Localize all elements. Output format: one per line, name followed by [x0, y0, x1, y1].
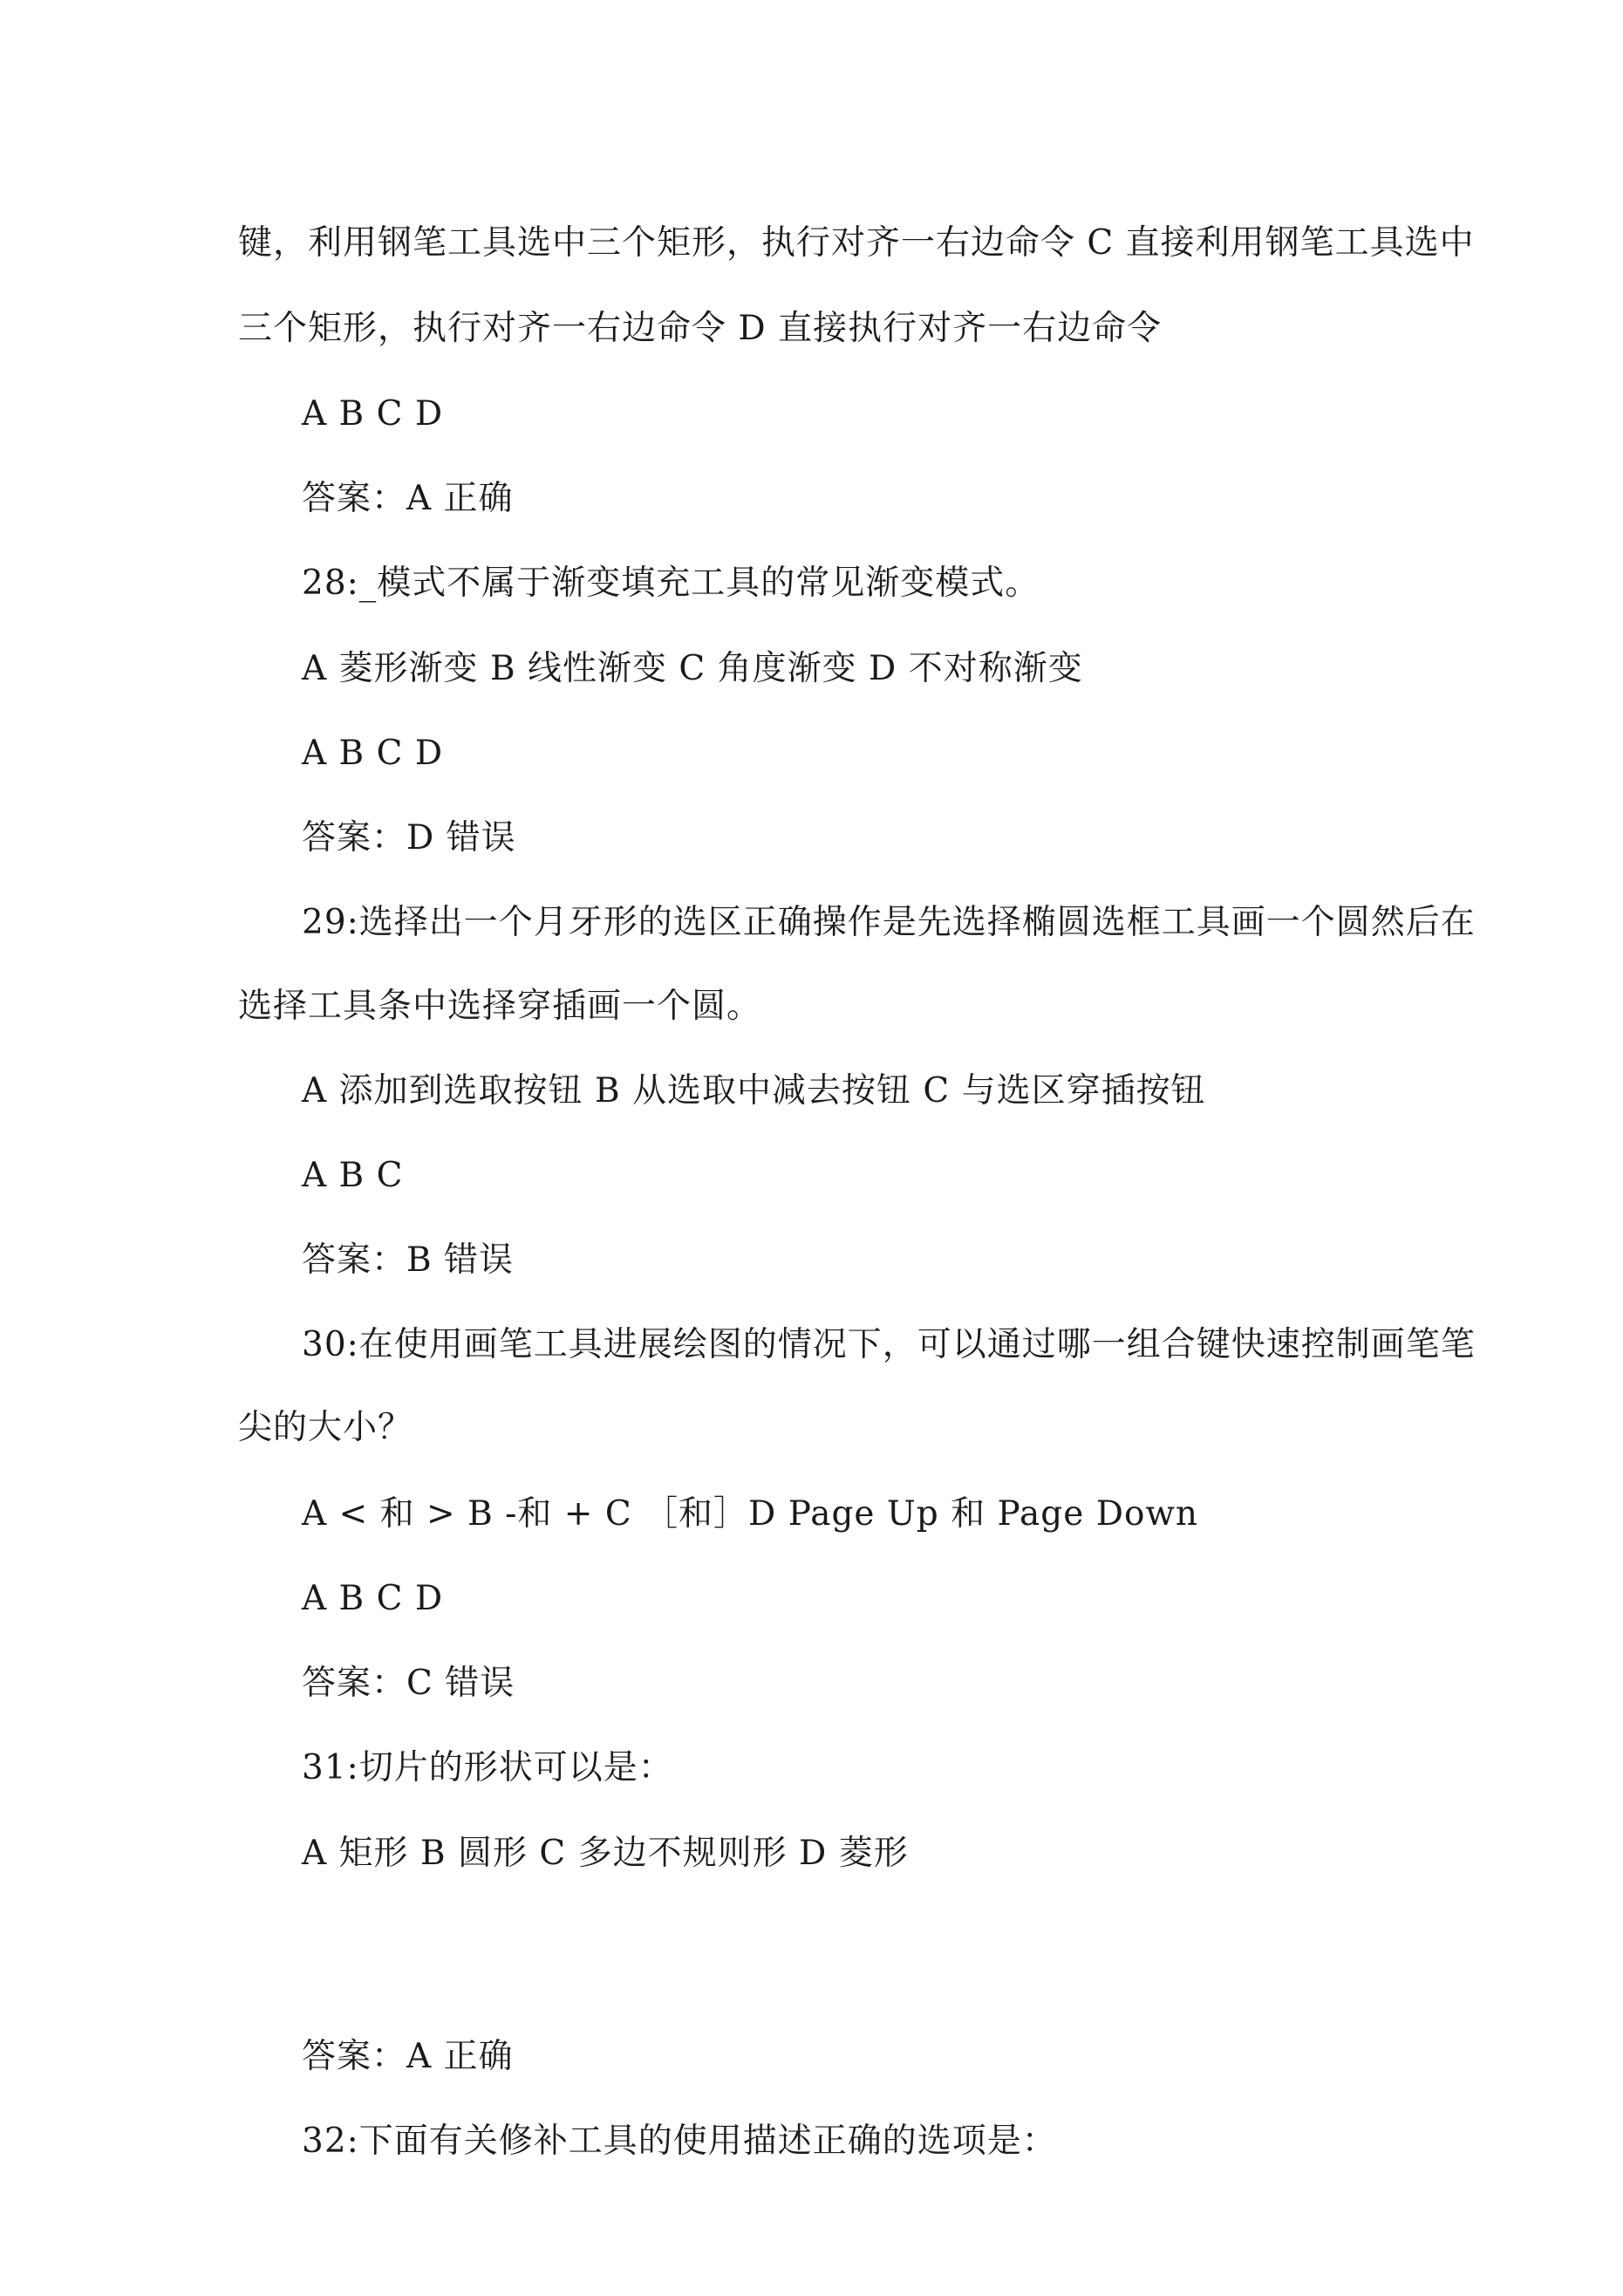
options-line: A B C D — [302, 1579, 444, 1618]
question-line: 32:下面有关修补工具的使用描述正确的选项是： — [302, 2122, 1057, 2161]
choices-line: A 菱形渐变 B 线性渐变 C 角度渐变 D 不对称渐变 — [302, 649, 1083, 688]
text-line: 选择工具条中选择穿插画一个圆。 — [238, 987, 762, 1026]
question-line: 28:_模式不属于渐变填充工具的常见渐变模式。 — [302, 564, 1040, 603]
options-line: A B C D — [302, 734, 444, 773]
choices-line: A 矩形 B 圆形 C 多边不规则形 D 菱形 — [302, 1834, 909, 1873]
text-line: 键，利用钢笔工具选中三个矩形，执行对齐一右边命令 C 直接利用钢笔工具选中 — [238, 223, 1475, 263]
answer-line: 答案：D 错误 — [302, 818, 516, 858]
choices-line: A 添加到选取按钮 B 从选取中减去按钮 C 与选区穿插按钮 — [302, 1071, 1206, 1110]
options-line: A B C D — [302, 394, 444, 434]
choices-line: A < 和 > B -和 + C ［和］D Page Up 和 Page Down — [302, 1494, 1198, 1534]
options-line: A B C — [302, 1156, 404, 1195]
question-line: 30:在使用画笔工具进展绘图的情况下，可以通过哪一组合键快速控制画笔笔 — [302, 1325, 1476, 1364]
question-line: 31:切片的形状可以是： — [302, 1748, 673, 1787]
text-line: 尖的大小？ — [238, 1408, 413, 1447]
answer-line: 答案：C 错误 — [302, 1664, 515, 1703]
answer-line: 答案：A 正确 — [302, 479, 514, 518]
question-line: 29:选择出一个月牙形的选区正确操作是先选择椭圆选框工具画一个圆然后在 — [302, 903, 1476, 942]
answer-line: 答案：B 错误 — [302, 1240, 515, 1280]
answer-line: 答案：A 正确 — [302, 2037, 514, 2076]
text-line: 三个矩形，执行对齐一右边命令 D 直接执行对齐一右边命令 — [238, 309, 1163, 348]
